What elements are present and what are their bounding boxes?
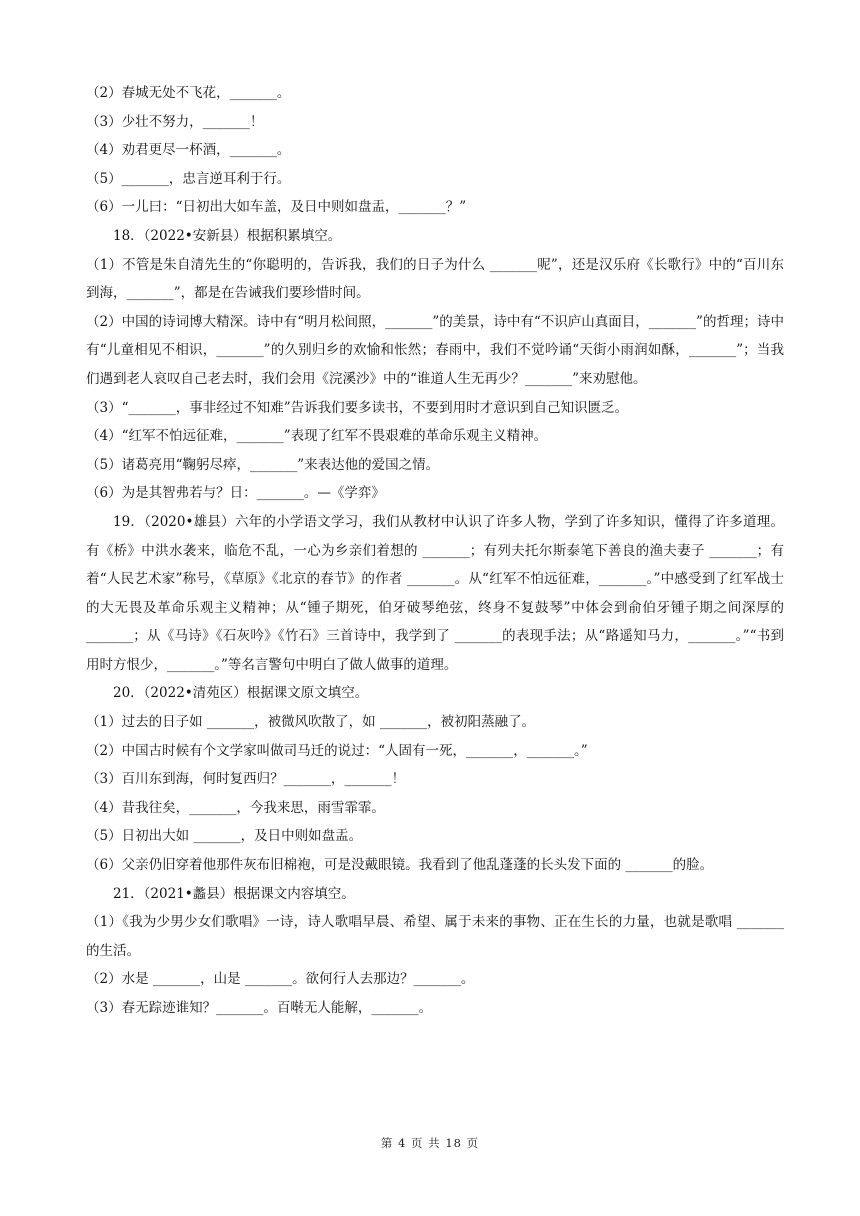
q19-paragraph: 19．（2020•雄县）六年的小学语文学习，我们从教材中认识了许多人物，学到了许多知识，懂得了许多道理。有《桥》中洪水袭来，临危不乱，一心为乡亲们着想的 _______；有列夫托尔斯泰笔下善良的渔夫妻子 _______；有着“人民艺术家”称号，《草原》《北京的春节》的作者 _______。从“红军不怕远征难，_______。”中感受到了红军战士的大无畏及革命乐观主义精神；从“锺子期死，伯牙破琴绝弦，终身不复鼓琴”中体会到俞伯牙锺子期之间深厚的 _______；从《马诗》《石灰吟》《竹石》三首诗中，我学到了 _______的表现手法；从“路遥知马力，_______。”“书到用时方恨少，_______。”等名言警句中明白了做人做事的道理。 bbox=[86, 513, 784, 673]
q18-item-4: （4）“红军不怕远征难，_______”表现了红军不畏艰难的革命乐观主义精神。 bbox=[86, 428, 548, 445]
q18-item-3: （3）“_______，事非经过不知难”告诉我们要多读书，不要到用时才意识到自己知识匮乏。 bbox=[86, 399, 629, 416]
q21-item-3: （3）春无踪迹谁知？_______。百啭无人能解，_______。 bbox=[86, 1000, 433, 1016]
q18-item-6: （6）为是其智弗若与？日：_______。—《学弈》 bbox=[86, 485, 385, 502]
q17-item-6: （6）一儿曰：“日初出大如车盖，及日中则如盘盂，_______？” bbox=[86, 199, 467, 216]
q17-item-4: （4）劝君更尽一杯酒，_______。 bbox=[86, 142, 291, 159]
q20-item-4: （4）昔我往矣，_______，今我来思，雨雪霏霏。 bbox=[86, 799, 385, 816]
q18-item-5: （5）诸葛亮用“鞠躬尽瘁，_______”来表达他的爱国之情。 bbox=[86, 456, 440, 473]
q18-item-1: （1）不管是朱自清先生的“你聪明的，告诉我，我们的日子为什么 _______呢”，还是汉乐府《长歌行》中的“百川东到海，_______”，都是在告诫我们要珍惜时间。 bbox=[86, 256, 784, 302]
q20-item-6: （6）父亲仍旧穿着他那件灰布旧棉袍，可是没戴眼镜。我看到了他乱蓬蓬的长头发下面的 _______的脸。 bbox=[86, 857, 714, 874]
q20-item-1: （1）过去的日子如 _______，被微风吹散了，如 _______，被初阳蒸融了。 bbox=[86, 714, 536, 731]
q17-item-5: （5）_______，忠言逆耳利于行。 bbox=[86, 170, 291, 187]
q17-item-2: （2）春城无处不飞花，_______。 bbox=[86, 85, 291, 101]
q20-heading: 20．（2022•清苑区）根据课文原文填空。 bbox=[113, 685, 369, 702]
q21-item-2: （2）水是 _______，山是 _______。欲何行人去那边？_______。 bbox=[86, 971, 475, 988]
q20-item-2: （2）中国古时候有个文学家叫做司马迁的说过：“人固有一死，_______，_______。” bbox=[86, 742, 588, 759]
q21-heading: 21．（2021•蠡县）根据课文内容填空。 bbox=[113, 885, 355, 902]
q18-item-2: （2）中国的诗词博大精深。诗中有“明月松间照，_______”的美景，诗中有“不识庐山真面目，_______”的哲理；诗中有“儿童相见不相识，_______”的久别归乡的欢愉和怅然；春雨中，我们不觉吟诵“天街小雨润如酥，_______”；当我们遇到老人哀叹自己老去时，我们会用《浣溪沙》中的“谁道人生无再少？_______”来劝慰他。 bbox=[86, 313, 784, 387]
q20-item-3: （3）百川东到海，何时复西归？_______，_______！ bbox=[86, 771, 406, 788]
q18-heading: 18．（2022•安新县）根据积累填空。 bbox=[113, 227, 342, 244]
q21-item-1: （1）《我为少男少女们歌唱》一诗，诗人歌唱早晨、希望、属于未来的事物、正在生长的力量，也就是歌唱 _______的生活。 bbox=[86, 914, 784, 959]
page-content bbox=[86, 79, 784, 1023]
q20-item-5: （5）日初出大如 _______，及日中则如盘盂。 bbox=[86, 828, 363, 845]
q17-item-3: （3）少壮不努力，_______！ bbox=[86, 113, 264, 130]
page-number-footer: 第 4 页 共 18 页 bbox=[380, 1136, 480, 1150]
